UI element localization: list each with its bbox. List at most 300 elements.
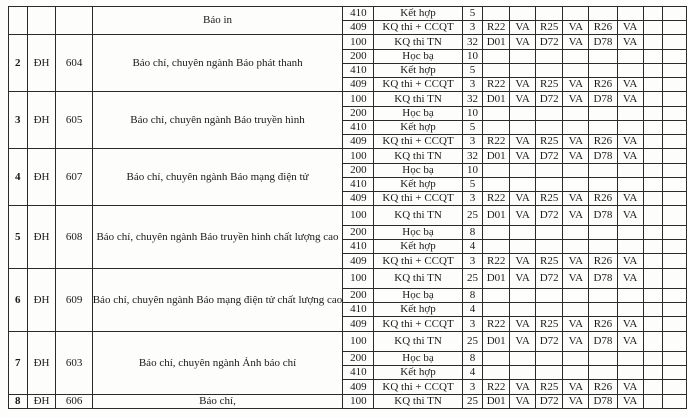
method-code-cell: 409 <box>343 78 374 92</box>
method-code-cell: 200 <box>343 289 374 303</box>
note-cell <box>643 395 662 409</box>
major-cell: Báo chí, chuyên ngành Ảnh báo chí <box>92 332 343 395</box>
subject-combo-cell: D01 <box>483 395 510 409</box>
combo-type-cell <box>617 178 643 192</box>
stt-cell: 4 <box>9 149 28 206</box>
subject-combo-cell: R26 <box>589 380 617 395</box>
subject-combo-cell: D78 <box>589 35 617 50</box>
program-code-cell: 603 <box>56 332 92 395</box>
subject-combo-cell: D78 <box>589 206 617 226</box>
combo-type-cell <box>617 240 643 254</box>
admission-method-cell: Học bạ <box>374 352 462 366</box>
subject-combo-cell: R25 <box>536 192 563 206</box>
method-code-cell: 410 <box>343 64 374 78</box>
note-cell <box>662 149 686 164</box>
subject-combo-cell <box>589 226 617 240</box>
combo-type-cell: VA <box>563 395 589 409</box>
subject-combo-cell: R26 <box>589 135 617 149</box>
subject-combo-cell <box>589 121 617 135</box>
subject-combo-cell: R26 <box>589 254 617 269</box>
subject-combo-cell <box>589 303 617 317</box>
subject-combo-cell: D01 <box>483 35 510 50</box>
stt-cell <box>9 7 28 35</box>
subject-combo-cell <box>536 366 563 380</box>
method-code-cell: 409 <box>343 135 374 149</box>
program-code-cell: 606 <box>56 395 92 409</box>
admission-method-cell: KQ thi TN <box>374 206 462 226</box>
subject-combo-cell: D78 <box>589 92 617 107</box>
subject-combo-cell: R25 <box>536 21 563 35</box>
admission-method-cell: Kết hợp <box>374 366 462 380</box>
admission-table-body <box>9 7 687 409</box>
combo-type-cell: VA <box>510 395 536 409</box>
combo-type-cell <box>563 7 589 21</box>
subject-combo-cell: R25 <box>536 135 563 149</box>
method-code-cell: 410 <box>343 121 374 135</box>
note-cell <box>643 380 662 395</box>
quota-cell: 3 <box>462 317 483 332</box>
method-code-cell: 200 <box>343 226 374 240</box>
subject-combo-cell <box>536 289 563 303</box>
subject-combo-cell: D72 <box>536 149 563 164</box>
method-code-cell: 409 <box>343 380 374 395</box>
method-code-cell: 409 <box>343 21 374 35</box>
combo-type-cell: VA <box>617 254 643 269</box>
note-cell <box>643 7 662 21</box>
major-cell: Báo chí, chuyên ngành Báo phát thanh <box>92 35 343 92</box>
combo-type-cell: VA <box>617 35 643 50</box>
combo-type-cell <box>510 352 536 366</box>
combo-type-cell: VA <box>510 380 536 395</box>
program-code-cell: 604 <box>56 35 92 92</box>
combo-type-cell: VA <box>510 92 536 107</box>
method-code-cell: 100 <box>343 92 374 107</box>
method-code-cell: 409 <box>343 254 374 269</box>
quota-cell: 5 <box>462 7 483 21</box>
quota-cell: 32 <box>462 35 483 50</box>
subject-combo-cell: R25 <box>536 317 563 332</box>
subject-combo-cell: R26 <box>589 78 617 92</box>
subject-combo-cell: R22 <box>483 254 510 269</box>
combo-type-cell: VA <box>510 192 536 206</box>
method-code-cell: 200 <box>343 352 374 366</box>
major-cell: Báo chí, chuyên ngành Báo mạng điện tử <box>92 149 343 206</box>
admission-method-cell: KQ thi + CCQT <box>374 380 462 395</box>
combo-type-cell: VA <box>563 206 589 226</box>
note-cell <box>662 366 686 380</box>
note-cell <box>662 178 686 192</box>
method-code-cell: 200 <box>343 107 374 121</box>
combo-type-cell: VA <box>617 332 643 352</box>
combo-type-cell: VA <box>563 192 589 206</box>
note-cell <box>662 35 686 50</box>
subject-combo-cell: R22 <box>483 317 510 332</box>
combo-type-cell: VA <box>617 149 643 164</box>
combo-type-cell <box>563 121 589 135</box>
combo-type-cell: VA <box>617 192 643 206</box>
combo-type-cell: VA <box>563 317 589 332</box>
note-cell <box>643 92 662 107</box>
admission-method-cell: Kết hợp <box>374 121 462 135</box>
method-code-cell: 410 <box>343 178 374 192</box>
combo-type-cell: VA <box>510 317 536 332</box>
note-cell <box>662 352 686 366</box>
major-cell: Báo chí, chuyên ngành Báo truyền hình chất lượng cao <box>92 206 343 269</box>
admission-method-cell: Kết hợp <box>374 7 462 21</box>
admission-method-cell: Học bạ <box>374 107 462 121</box>
subject-combo-cell <box>483 240 510 254</box>
combo-type-cell <box>563 352 589 366</box>
subject-combo-cell <box>483 303 510 317</box>
subject-combo-cell: R22 <box>483 192 510 206</box>
quota-cell: 4 <box>462 366 483 380</box>
note-cell <box>643 135 662 149</box>
quota-cell: 25 <box>462 332 483 352</box>
subject-combo-cell <box>483 64 510 78</box>
subject-combo-cell: D78 <box>589 395 617 409</box>
subject-combo-cell <box>536 352 563 366</box>
note-cell <box>643 226 662 240</box>
subject-combo-cell: R26 <box>589 317 617 332</box>
subject-combo-cell: R26 <box>589 21 617 35</box>
combo-type-cell <box>617 164 643 178</box>
subject-combo-cell: D78 <box>589 149 617 164</box>
method-code-cell: 100 <box>343 149 374 164</box>
program-code-cell <box>56 7 92 35</box>
major-cell: Báo chí, <box>92 395 343 409</box>
note-cell <box>662 289 686 303</box>
stt-cell: 3 <box>9 92 28 149</box>
combo-type-cell <box>617 64 643 78</box>
admission-method-cell: KQ thi TN <box>374 332 462 352</box>
level-cell: ĐH <box>27 332 56 395</box>
combo-type-cell <box>617 7 643 21</box>
note-cell <box>643 149 662 164</box>
subject-combo-cell <box>589 289 617 303</box>
admission-method-cell: KQ thi + CCQT <box>374 192 462 206</box>
combo-type-cell <box>617 226 643 240</box>
subject-combo-cell <box>589 107 617 121</box>
note-cell <box>643 317 662 332</box>
note-cell <box>662 240 686 254</box>
method-code-cell: 100 <box>343 206 374 226</box>
subject-combo-cell <box>483 121 510 135</box>
combo-type-cell: VA <box>563 269 589 289</box>
table-row <box>9 332 687 352</box>
combo-type-cell: VA <box>510 254 536 269</box>
subject-combo-cell <box>536 7 563 21</box>
combo-type-cell: VA <box>617 206 643 226</box>
subject-combo-cell <box>589 240 617 254</box>
subject-combo-cell: R26 <box>589 192 617 206</box>
table-row <box>9 395 687 409</box>
note-cell <box>662 303 686 317</box>
note-cell <box>643 107 662 121</box>
subject-combo-cell <box>589 352 617 366</box>
subject-combo-cell <box>589 164 617 178</box>
subject-combo-cell <box>536 50 563 64</box>
combo-type-cell <box>617 303 643 317</box>
subject-combo-cell <box>483 107 510 121</box>
note-cell <box>643 269 662 289</box>
level-cell: ĐH <box>27 206 56 269</box>
method-code-cell: 410 <box>343 303 374 317</box>
note-cell <box>662 107 686 121</box>
combo-type-cell: VA <box>617 135 643 149</box>
note-cell <box>643 352 662 366</box>
subject-combo-cell <box>589 64 617 78</box>
program-code-cell: 609 <box>56 269 92 332</box>
method-code-cell: 409 <box>343 192 374 206</box>
subject-combo-cell: D01 <box>483 149 510 164</box>
quota-cell: 5 <box>462 64 483 78</box>
subject-combo-cell: D01 <box>483 332 510 352</box>
subject-combo-cell <box>483 178 510 192</box>
admission-method-cell: KQ thi TN <box>374 395 462 409</box>
subject-combo-cell: D72 <box>536 35 563 50</box>
combo-type-cell: VA <box>510 135 536 149</box>
table-row <box>9 7 687 21</box>
combo-type-cell: VA <box>617 78 643 92</box>
subject-combo-cell <box>483 164 510 178</box>
combo-type-cell <box>563 107 589 121</box>
combo-type-cell: VA <box>563 21 589 35</box>
level-cell: ĐH <box>27 149 56 206</box>
admission-method-cell: KQ thi + CCQT <box>374 135 462 149</box>
note-cell <box>662 395 686 409</box>
subject-combo-cell: D01 <box>483 269 510 289</box>
admission-method-cell: Kết hợp <box>374 303 462 317</box>
table-row <box>9 92 687 107</box>
subject-combo-cell: R25 <box>536 78 563 92</box>
note-cell <box>662 135 686 149</box>
combo-type-cell <box>563 240 589 254</box>
note-cell <box>662 254 686 269</box>
note-cell <box>643 366 662 380</box>
quota-cell: 25 <box>462 206 483 226</box>
quota-cell: 8 <box>462 352 483 366</box>
combo-type-cell <box>563 366 589 380</box>
subject-combo-cell: R22 <box>483 135 510 149</box>
subject-combo-cell <box>483 289 510 303</box>
combo-type-cell <box>510 178 536 192</box>
quota-cell: 25 <box>462 269 483 289</box>
quota-cell: 5 <box>462 178 483 192</box>
note-cell <box>643 64 662 78</box>
admission-method-cell: KQ thi TN <box>374 92 462 107</box>
subject-combo-cell <box>536 64 563 78</box>
admission-method-cell: Học bạ <box>374 226 462 240</box>
combo-type-cell <box>510 107 536 121</box>
subject-combo-cell: R22 <box>483 21 510 35</box>
quota-cell: 32 <box>462 149 483 164</box>
combo-type-cell <box>510 164 536 178</box>
method-code-cell: 100 <box>343 269 374 289</box>
subject-combo-cell: D78 <box>589 332 617 352</box>
program-code-cell: 608 <box>56 206 92 269</box>
quota-cell: 4 <box>462 240 483 254</box>
subject-combo-cell <box>589 178 617 192</box>
subject-combo-cell <box>483 226 510 240</box>
note-cell <box>662 7 686 21</box>
method-code-cell: 200 <box>343 164 374 178</box>
combo-type-cell <box>617 121 643 135</box>
admission-method-cell: KQ thi + CCQT <box>374 254 462 269</box>
method-code-cell: 200 <box>343 50 374 64</box>
stt-cell: 2 <box>9 35 28 92</box>
note-cell <box>662 226 686 240</box>
combo-type-cell <box>563 303 589 317</box>
note-cell <box>643 289 662 303</box>
combo-type-cell: VA <box>563 332 589 352</box>
note-cell <box>643 206 662 226</box>
subject-combo-cell: D72 <box>536 395 563 409</box>
combo-type-cell: VA <box>563 78 589 92</box>
combo-type-cell <box>617 289 643 303</box>
note-cell <box>643 240 662 254</box>
note-cell <box>662 269 686 289</box>
subject-combo-cell: D72 <box>536 206 563 226</box>
admission-method-cell: KQ thi TN <box>374 35 462 50</box>
combo-type-cell: VA <box>510 78 536 92</box>
subject-combo-cell <box>589 50 617 64</box>
method-code-cell: 410 <box>343 366 374 380</box>
subject-combo-cell: D72 <box>536 269 563 289</box>
note-cell <box>662 50 686 64</box>
combo-type-cell: VA <box>510 21 536 35</box>
subject-combo-cell <box>483 366 510 380</box>
combo-type-cell: VA <box>617 21 643 35</box>
note-cell <box>643 50 662 64</box>
stt-cell: 7 <box>9 332 28 395</box>
combo-type-cell: VA <box>510 269 536 289</box>
combo-type-cell: VA <box>510 149 536 164</box>
level-cell: ĐH <box>27 269 56 332</box>
combo-type-cell: VA <box>617 269 643 289</box>
quota-cell: 8 <box>462 226 483 240</box>
combo-type-cell <box>617 50 643 64</box>
quota-cell: 10 <box>462 164 483 178</box>
quota-cell: 4 <box>462 303 483 317</box>
subject-combo-cell <box>536 107 563 121</box>
admission-method-cell: KQ thi + CCQT <box>374 21 462 35</box>
combo-type-cell: VA <box>563 380 589 395</box>
level-cell: ĐH <box>27 35 56 92</box>
note-cell <box>662 164 686 178</box>
subject-combo-cell <box>536 121 563 135</box>
subject-combo-cell <box>589 366 617 380</box>
admission-method-cell: Học bạ <box>374 50 462 64</box>
note-cell <box>643 303 662 317</box>
quota-cell: 3 <box>462 254 483 269</box>
subject-combo-cell <box>536 226 563 240</box>
method-code-cell: 100 <box>343 395 374 409</box>
table-row <box>9 35 687 50</box>
quota-cell: 3 <box>462 78 483 92</box>
subject-combo-cell <box>536 164 563 178</box>
subject-combo-cell: R22 <box>483 78 510 92</box>
quota-cell: 25 <box>462 395 483 409</box>
subject-combo-cell: D01 <box>483 92 510 107</box>
quota-cell: 8 <box>462 289 483 303</box>
note-cell <box>643 21 662 35</box>
note-cell <box>643 164 662 178</box>
combo-type-cell <box>617 366 643 380</box>
table-row <box>9 269 687 289</box>
combo-type-cell <box>510 240 536 254</box>
quota-cell: 3 <box>462 192 483 206</box>
quota-cell: 3 <box>462 380 483 395</box>
combo-type-cell: VA <box>617 380 643 395</box>
admission-method-cell: Kết hợp <box>374 178 462 192</box>
level-cell: ĐH <box>27 395 56 409</box>
combo-type-cell: VA <box>563 149 589 164</box>
subject-combo-cell <box>589 7 617 21</box>
note-cell <box>643 254 662 269</box>
combo-type-cell: VA <box>563 92 589 107</box>
note-cell <box>662 206 686 226</box>
note-cell <box>662 317 686 332</box>
admission-method-cell: KQ thi + CCQT <box>374 78 462 92</box>
stt-cell: 5 <box>9 206 28 269</box>
admission-method-cell: Học bạ <box>374 289 462 303</box>
combo-type-cell: VA <box>563 135 589 149</box>
note-cell <box>662 192 686 206</box>
subject-combo-cell <box>483 50 510 64</box>
method-code-cell: 410 <box>343 7 374 21</box>
admission-method-cell: Kết hợp <box>374 64 462 78</box>
subject-combo-cell: R25 <box>536 254 563 269</box>
combo-type-cell: VA <box>563 35 589 50</box>
subject-combo-cell <box>536 303 563 317</box>
level-cell <box>27 7 56 35</box>
note-cell <box>662 64 686 78</box>
method-code-cell: 410 <box>343 240 374 254</box>
program-code-cell: 605 <box>56 92 92 149</box>
admission-method-cell: KQ thi TN <box>374 149 462 164</box>
stt-cell: 8 <box>9 395 28 409</box>
combo-type-cell: VA <box>510 35 536 50</box>
combo-type-cell: VA <box>617 395 643 409</box>
quota-cell: 10 <box>462 50 483 64</box>
note-cell <box>643 178 662 192</box>
combo-type-cell: VA <box>510 206 536 226</box>
combo-type-cell: VA <box>510 332 536 352</box>
subject-combo-cell <box>536 240 563 254</box>
quota-cell: 5 <box>462 121 483 135</box>
method-code-cell: 100 <box>343 332 374 352</box>
combo-type-cell <box>510 64 536 78</box>
note-cell <box>662 21 686 35</box>
combo-type-cell <box>617 107 643 121</box>
admission-method-cell: KQ thi + CCQT <box>374 317 462 332</box>
note-cell <box>643 121 662 135</box>
program-code-cell: 607 <box>56 149 92 206</box>
subject-combo-cell <box>536 178 563 192</box>
subject-combo-cell: D72 <box>536 92 563 107</box>
major-cell: Báo chí, chuyên ngành Báo truyền hình <box>92 92 343 149</box>
combo-type-cell <box>510 50 536 64</box>
note-cell <box>662 78 686 92</box>
combo-type-cell <box>510 303 536 317</box>
subject-combo-cell <box>483 352 510 366</box>
quota-cell: 3 <box>462 21 483 35</box>
level-cell: ĐH <box>27 92 56 149</box>
quota-cell: 3 <box>462 135 483 149</box>
combo-type-cell <box>563 164 589 178</box>
subject-combo-cell <box>483 7 510 21</box>
combo-type-cell <box>563 50 589 64</box>
